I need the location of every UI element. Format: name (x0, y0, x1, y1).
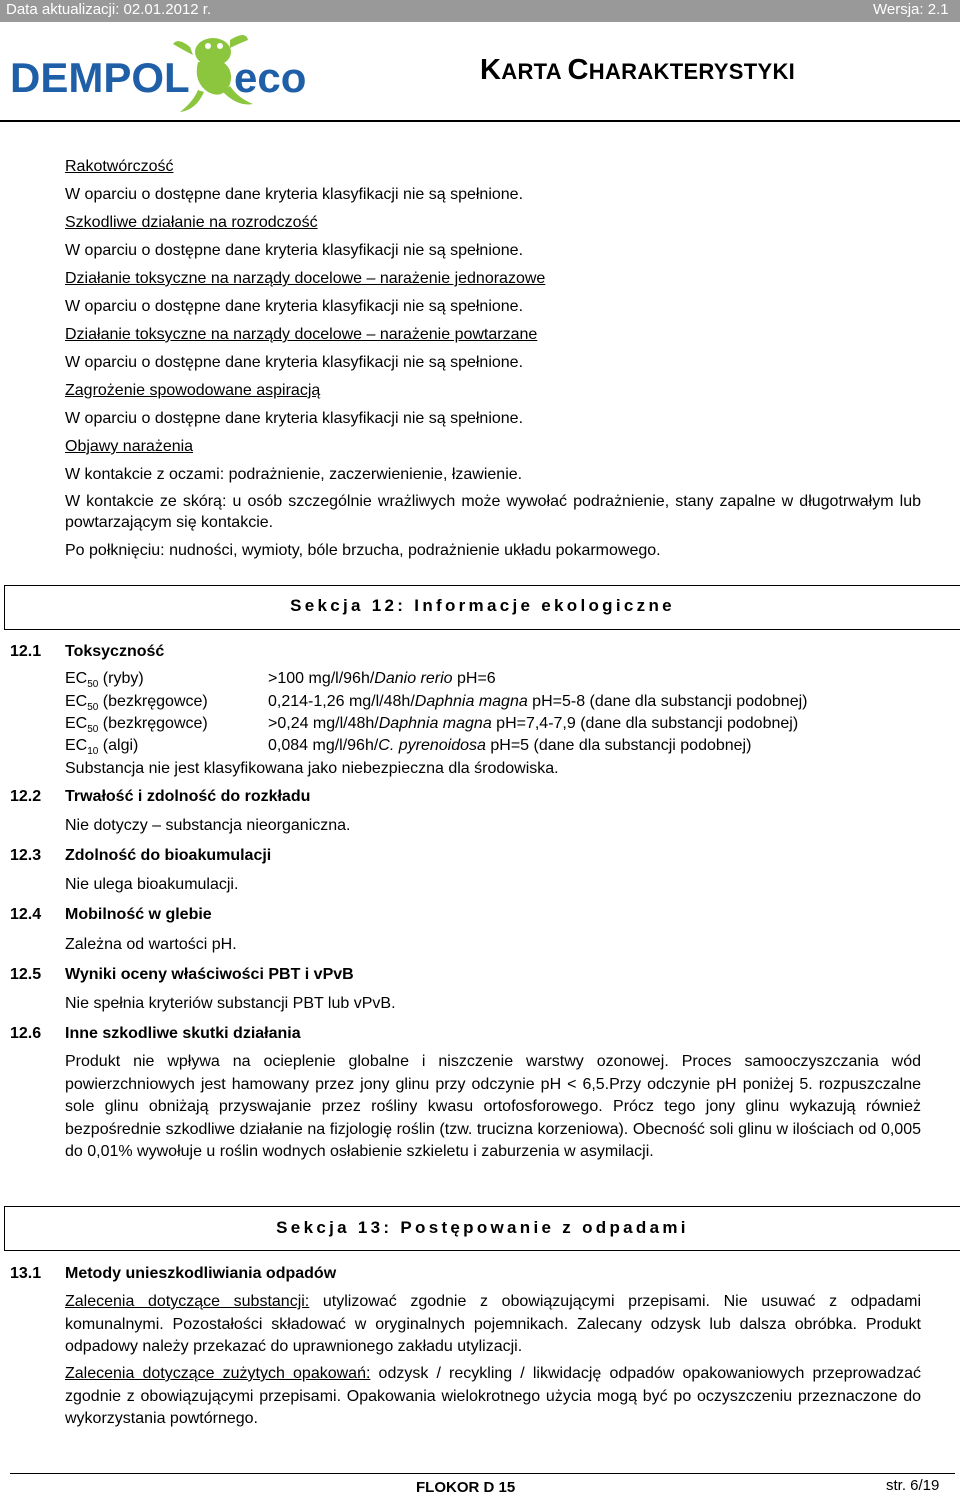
hazard-heading: Działanie toksyczne na narządy docelowe – narażenie powtarzane (65, 326, 538, 343)
document-title: KARTA CHARAKTERYSTYKI (480, 54, 796, 86)
subsection-text: Zależna od wartości pH. (65, 936, 237, 953)
ec-value: >0,24 mg/l/48h/Daphnia magna pH=7,4-7,9 (dane dla substancji podobnej) (268, 715, 799, 732)
hazard-text: W oparciu o dostępne dane kryteria klasyfikacji nie są spełnione. (65, 242, 524, 259)
header-bar (0, 0, 960, 22)
frog-logo-icon (8, 22, 308, 117)
subsection-heading: Trwałość i zdolność do rozkładu (65, 788, 311, 805)
waste-packaging-recommendation: Zalecenia dotyczące zużytych opakowań: odzysk / recykling / likwidację odpadów opakowaniowych przeprowadzać zgodnie z obowiązującymi przepisami. Opakowania wielokrotnego użycia mogą być po oczyszczeniu przeznaczone do wykorzystania powtórnego. (65, 1365, 921, 1427)
subsection-number: 12.5 (10, 966, 42, 983)
footer-divider (10, 1473, 955, 1474)
subsection-heading: Zdolność do bioakumulacji (65, 847, 272, 864)
subsection-number: 12.6 (10, 1025, 42, 1042)
symptom-eyes: W kontakcie z oczami: podrażnienie, zaczerwienienie, łzawienie. (65, 466, 523, 483)
page-number: str. 6/19 (886, 1477, 940, 1494)
hazard-heading: Rakotwórczość (65, 158, 174, 175)
subsection-heading: Metody unieszkodliwiania odpadów (65, 1265, 337, 1282)
update-date: Data aktualizacji: 02.01.2012 r. (6, 1, 212, 18)
hazard-heading: Szkodliwe działanie na rozrodczość (65, 214, 318, 231)
subsection-text: Produkt nie wpływa na ocieplenie globalne i niszczenie warstwy ozonowej. Proces samooczyszczania wód powierzchniowych jest hamowany przez jony glinu przy odczynie pH < 6,5.Przy odczynie pH poniżej 5. rozpuszczalne sole glinu obniżają przyswajanie przez rośliny kwasu ortofosforowego. Prócz tego jony glinu wykazują również bezpośrednie szkodliwe działanie na fizjologię roślin (tzw. trucizna korzeniowa). Obecność soli glinu w ilościach od 0,005 do 0,01% wywołuje u roślin wodnych osłabienie szkieletu i zaburzenia w asymilacji. (65, 1053, 921, 1160)
ec-value: >100 mg/l/96h/Danio rerio pH=6 (268, 670, 496, 687)
toxicity-note: Substancja nie jest klasyfikowana jako niebezpieczna dla środowiska. (65, 760, 559, 777)
subsection-text: Nie dotyczy – substancja nieorganiczna. (65, 817, 351, 834)
hazard-text: W oparciu o dostępne dane kryteria klasyfikacji nie są spełnione. (65, 298, 524, 315)
section-12-header (4, 585, 960, 630)
svg-text:eco: eco (234, 54, 307, 101)
subsection-heading: Inne szkodliwe skutki działania (65, 1025, 301, 1042)
symptom-skin: W kontakcie ze skórą: u osób szczególnie wrażliwych może wywołać podrażnienie, stany zapalne w długotrwałym lub powtarzającym się kontakcie. (65, 493, 921, 531)
svg-text:DEMPOL: DEMPOL (10, 54, 190, 101)
symptoms-heading: Objawy narażenia (65, 438, 194, 455)
hazard-text: W oparciu o dostępne dane kryteria klasyfikacji nie są spełnione. (65, 410, 524, 427)
ec-label: $EC_{50}$ (bezkręgowce) (65, 715, 208, 736)
hazard-heading: Działanie toksyczne na narządy docelowe – narażenie jednorazowe (65, 270, 546, 287)
product-name: FLOKOR D 15 (416, 1479, 516, 1496)
subsection-heading: Wyniki oceny właściwości PBT i vPvB (65, 966, 354, 983)
waste-substance-recommendation: Zalecenia dotyczące substancji: utylizować zgodnie z obowiązującymi przepisami. Nie usuwać z odpadami komunalnymi. Pozostałości składować w oryginalnych pojemnikach. Zalecany odzysk lub dalsza obróbka. Produkt odpadowy należy przekazać do uprawnionego zakładu utylizacji. (65, 1293, 921, 1355)
subsection-number: 12.3 (10, 847, 42, 864)
hazard-heading: Zagrożenie spowodowane aspiracją (65, 382, 321, 399)
subsection-number: 12.4 (10, 906, 42, 923)
ec-label: $EC_{50}$ (ryby) (65, 670, 144, 691)
subsection-heading: Toksyczność (65, 643, 165, 660)
header-divider (0, 120, 960, 122)
subsection-text: Nie ulega bioakumulacji. (65, 876, 239, 893)
subsection-heading: Mobilność w glebie (65, 906, 212, 923)
hazard-text: W oparciu o dostępne dane kryteria klasyfikacji nie są spełnione. (65, 186, 524, 203)
hazard-text: W oparciu o dostępne dane kryteria klasyfikacji nie są spełnione. (65, 354, 524, 371)
version: Wersja: 2.1 (873, 1, 949, 18)
section-12-title: Sekcja 12: Informacje ekologiczne (290, 596, 675, 615)
ec-label: $EC_{50}$ (bezkręgowce) (65, 693, 208, 714)
section-13-header (4, 1206, 960, 1251)
dempol-eco-logo (8, 22, 308, 117)
section-13-title: Sekcja 13: Postępowanie z odpadami (276, 1218, 689, 1237)
symptom-ingestion: Po połknięciu: nudności, wymioty, bóle brzucha, podrażnienie układu pokarmowego. (65, 542, 661, 559)
ec-value: 0,214-1,26 mg/l/48h/Daphnia magna pH=5-8 (dane dla substancji podobnej) (268, 693, 808, 710)
subsection-number: 12.1 (10, 643, 42, 660)
subsection-number: 13.1 (10, 1265, 42, 1282)
ec-value: 0,084 mg/l/96h/C. pyrenoidosa pH=5 (dane dla substancji podobnej) (268, 737, 752, 754)
subsection-number: 12.2 (10, 788, 42, 805)
subsection-text: Nie spełnia kryteriów substancji PBT lub vPvB. (65, 995, 396, 1012)
ec-label: $EC_{10}$ (algi) (65, 737, 139, 758)
